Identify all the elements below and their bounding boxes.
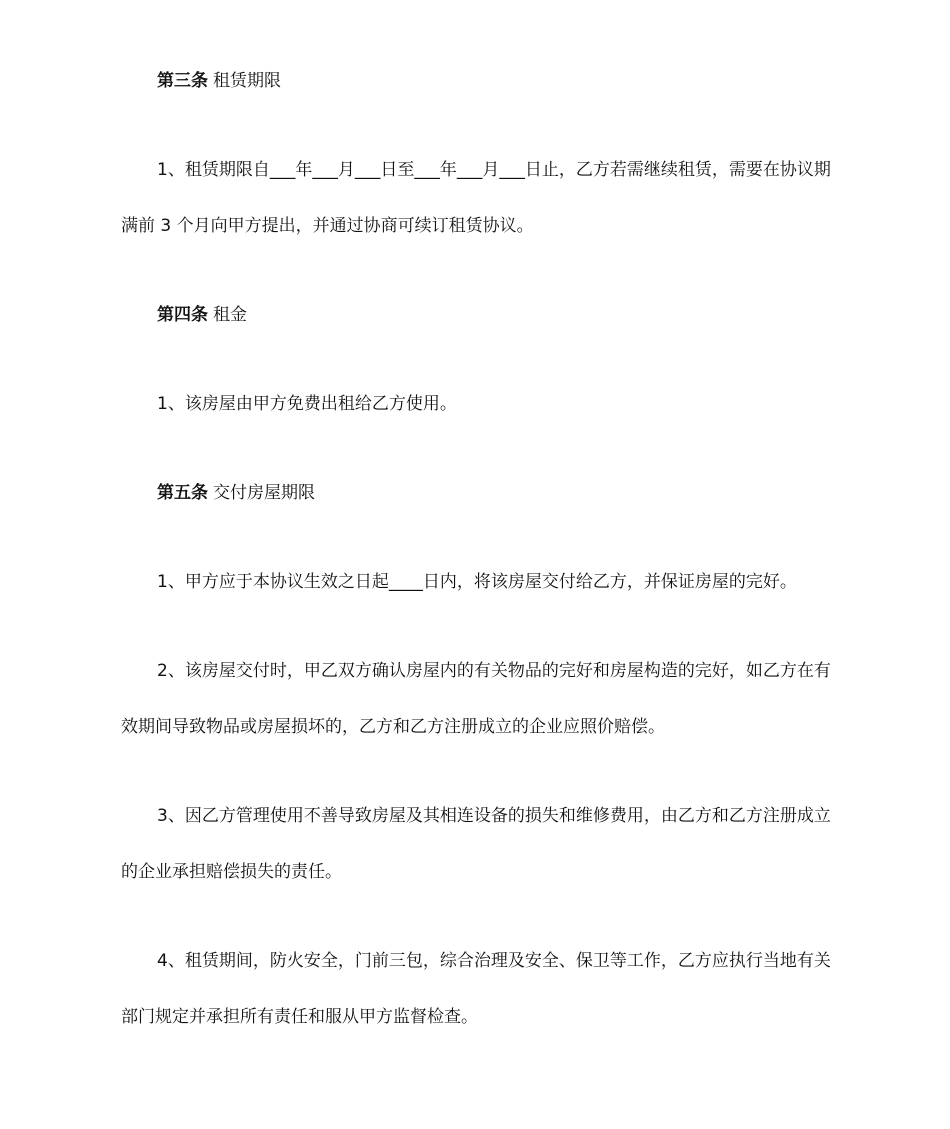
article-3-number: 第三条 [157,71,208,91]
article-5-clause-1: 1、甲方应于本协议生效之日起____日内，将该房屋交付给乙方，并保证房屋的完好。 [157,572,797,592]
article-5-clause-3-line-2: 的企业承担赔偿损失的责任。 [121,862,342,882]
article-5-clause-4-line-1: 4、租赁期间，防火安全，门前三包，综合治理及安全、保卫等工作，乙方应执行当地有关 [157,951,831,971]
article-5-clause-3-line-1: 3、因乙方管理使用不善导致房屋及其相连设备的损失和维修费用，由乙方和乙方注册成立 [157,806,831,826]
article-5-number: 第五条 [157,483,208,503]
article-4-heading [157,303,881,327]
article-5-title: 交付房屋期限 [213,483,315,503]
article-3-heading [157,69,881,93]
article-5-heading [157,481,881,505]
article-3-clause-1-line-2: 满前 3 个月向甲方提出，并通过协商可续订租赁协议。 [121,216,534,236]
article-4-title: 租金 [213,305,247,325]
article-5-clause-2-line-2: 效期间导致物品或房屋损坏的，乙方和乙方注册成立的企业应照价赔偿。 [121,717,665,737]
article-4-number: 第四条 [157,305,208,325]
article-3-title: 租赁期限 [213,71,281,91]
article-5-clause-4-line-2: 部门规定并承担所有责任和服从甲方监督检查。 [121,1007,478,1027]
article-3-clause-1-line-1: 1、租赁期限自___年___月___日至___年___月___日止，乙方若需继续租赁，需要在协议期 [157,160,831,180]
article-4-clause-1: 1、该房屋由甲方免费出租给乙方使用。 [157,394,457,414]
article-5-clause-2-line-1: 2、该房屋交付时，甲乙双方确认房屋内的有关物品的完好和房屋构造的完好，如乙方在有 [157,661,831,681]
